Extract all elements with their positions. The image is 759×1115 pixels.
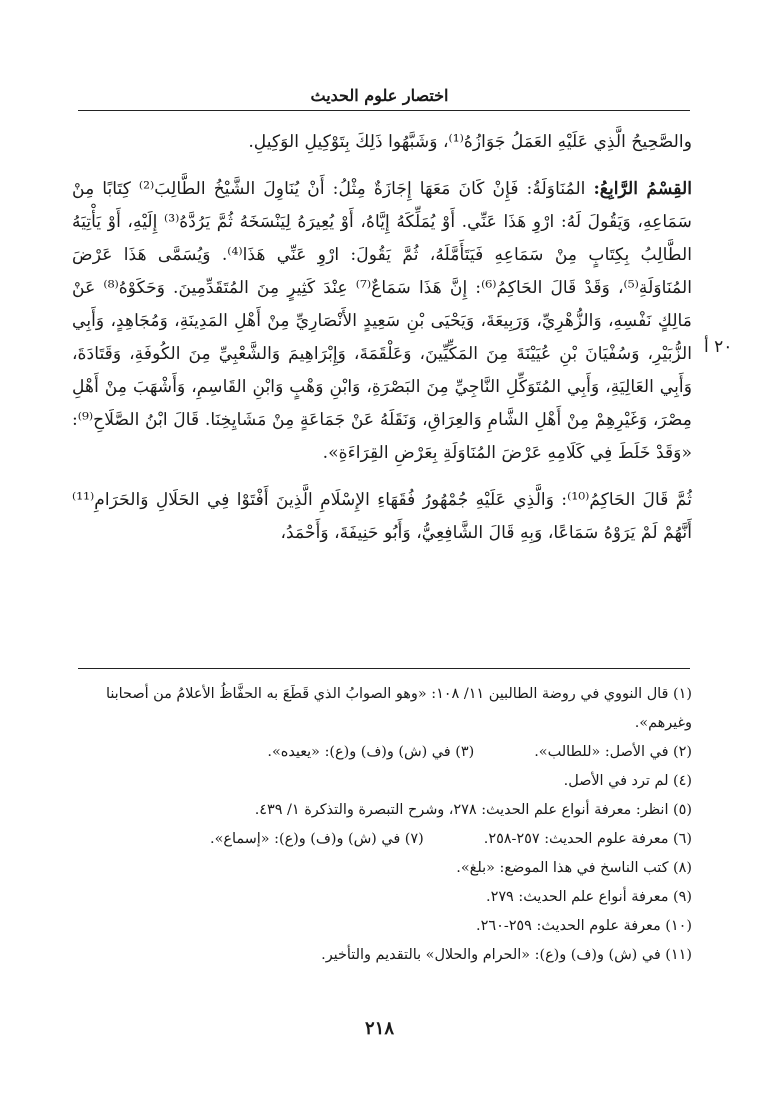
paragraph-1-text: والصَّحِيحُ الَّذِي عَلَيْهِ العَمَلُ جَوَازُهُ⁽¹⁾، وَشَبَّهُوا ذَلِكَ بِتَوْكِيلِ الوَكِيلِ. (248, 132, 692, 152)
footnote-7: (٧) في (ش) و(ف) و(ع): «إسماع». (210, 831, 424, 847)
footnote-1: (١) قال النووي في روضة الطالبين ١١/ ١٠٨: «وهو الصوابُ الذي قَطَعَ به الحفَّاظُ الأعلامُ من أصحابنا وغيرهم». (105, 686, 692, 731)
page-number: ٢١٨ (364, 1018, 394, 1039)
footnote-row-6-7 (72, 825, 692, 854)
manuscript-folio-marker: ٢٠ أ (704, 337, 733, 357)
paragraph-3 (72, 484, 692, 550)
footnote-divider (78, 668, 690, 669)
footnote-row-2-3 (72, 738, 692, 767)
main-text (72, 126, 692, 564)
footnote-2: (٢) في الأصل: «للطالب». (534, 744, 692, 760)
paragraph-2-text: المُنَاوَلَةُ: فَإِنْ كَانَ مَعَهَا إِجَازَةٌ مِثْلُ: أَنْ يُنَاوِلَ الشَّيْخُ الطَّالِبَ⁽²⁾ كِتَابًا مِنْ سَمَاعِهِ، وَيَقُولَ لَهُ: ارْوِ هَذَا عَنِّي. أَوْ يُمَلِّكَهُ إِيَّاهُ، أَوْ يُعِيرَهُ لِيَنْسَخَهُ ثُمَّ يَرُدَّهُ⁽³⁾ إِلَيْهِ، أَوْ يَأْتِيَهُ الطَّالِبُ بِكِتَابٍ مِنْ سَمَاعِهِ فَيَتَأَمَّلَهُ، ثُمَّ يَقُولَ: ارْوِ عَنِّي هَذَا⁽⁴⁾. وَيُسَمَّى هَذَا عَرْضَ المُنَاوَلَةِ⁽⁵⁾، وَقَدْ قَالَ الحَاكِمُ⁽⁶⁾: إِنَّ هَذَا سَمَاعٌ⁽⁷⁾ عِنْدَ كَثِيرٍ مِنَ المُتَقَدِّمِينَ. وَحَكَوْهُ⁽⁸⁾ عَنْ مَالِكٍ نَفْسِهِ، وَالزُّهْرِيِّ، وَرَبِيعَةَ، وَيَحْيَى بْنِ سَعِيدٍ الأَنْصَارِيِّ مِنْ أَهْلِ المَدِينَةِ، وَمُجَاهِدٍ، وَأَبِي الزُّبَيْرِ، وَسُفْيَانَ بْنِ عُيَيْنَةَ مِنَ المَكِّيِّينَ، وَعَلْقَمَةَ، وَإِبْرَاهِيمَ وَالشَّعْبِيِّ مِنَ الكُوفَةِ، وَقَتَادَةَ، وَأَبِي العَالِيَةِ، وَأَبِي المُتَوَكِّلِ النَّاجِيِّ مِنَ البَصْرَةِ، وَابْنِ وَهْبٍ وَابْنِ القَاسِمِ، وَأَشْهَبَ مِنْ أَهْلِ مِصْرَ، وَغَيْرِهِمْ مِنْ أَهْلِ الشَّامِ وَالعِرَاقِ، وَنَقَلَهُ عَنْ جَمَاعَةٍ مِنْ مَشَايِخِنَا. قَالَ ابْنُ الصَّلَاحِ⁽⁹⁾: «وَقَدْ خَلَطَ فِي كَلَامِهِ عَرْضَ المُنَاوَلَةِ بِعَرْضِ القِرَاءَةِ». (72, 179, 693, 463)
footnote-5: (٥) انظر: معرفة أنواع علم الحديث: ٢٧٨، وشرح التبصرة والتذكرة ١/ ٤٣٩. (254, 802, 692, 818)
paragraph-3-text: ثُمَّ قَالَ الحَاكِمُ⁽¹⁰⁾: وَالَّذِي عَلَيْهِ جُمْهُورُ فُقَهَاءِ الإِسْلَامِ الَّذِينَ أَفْتَوْا فِي الحَلَالِ وَالحَرَامِ⁽¹¹⁾ أَنَّهُمْ لَمْ يَرَوْهُ سَمَاعًا، وَبِهِ قَالَ الشَّافِعِيُّ، وَأَبُو حَنِيفَةَ، وَأَحْمَدُ، (72, 490, 693, 543)
footnote-10: (١٠) معرفة علوم الحديث: ٢٥٩-٢٦٠. (476, 918, 692, 934)
footnote-11: (١١) في (ش) و(ف) و(ع): «الحرام والحلال» بالتقديم والتأخير. (321, 947, 692, 963)
header-divider (78, 110, 690, 111)
paragraph-1 (72, 126, 692, 159)
footnote-6: (٦) معرفة علوم الحديث: ٢٥٧-٢٥٨. (483, 831, 692, 847)
footnotes (72, 680, 692, 970)
section-heading: القِسْمُ الرَّابِعُ: (593, 179, 692, 199)
footnote-3: (٣) في (ش) و(ف) و(ع): «يعيده». (267, 744, 475, 760)
paragraph-2 (72, 173, 692, 470)
running-header-title: اختصار علوم الحديث (310, 86, 449, 105)
footnote-4: (٤) لم ترد في الأصل. (563, 773, 692, 789)
footnote-8: (٨) كتب الناسخ في هذا الموضع: «بلغ». (456, 860, 692, 876)
footnote-9: (٩) معرفة أنواع علم الحديث: ٢٧٩. (486, 889, 692, 905)
